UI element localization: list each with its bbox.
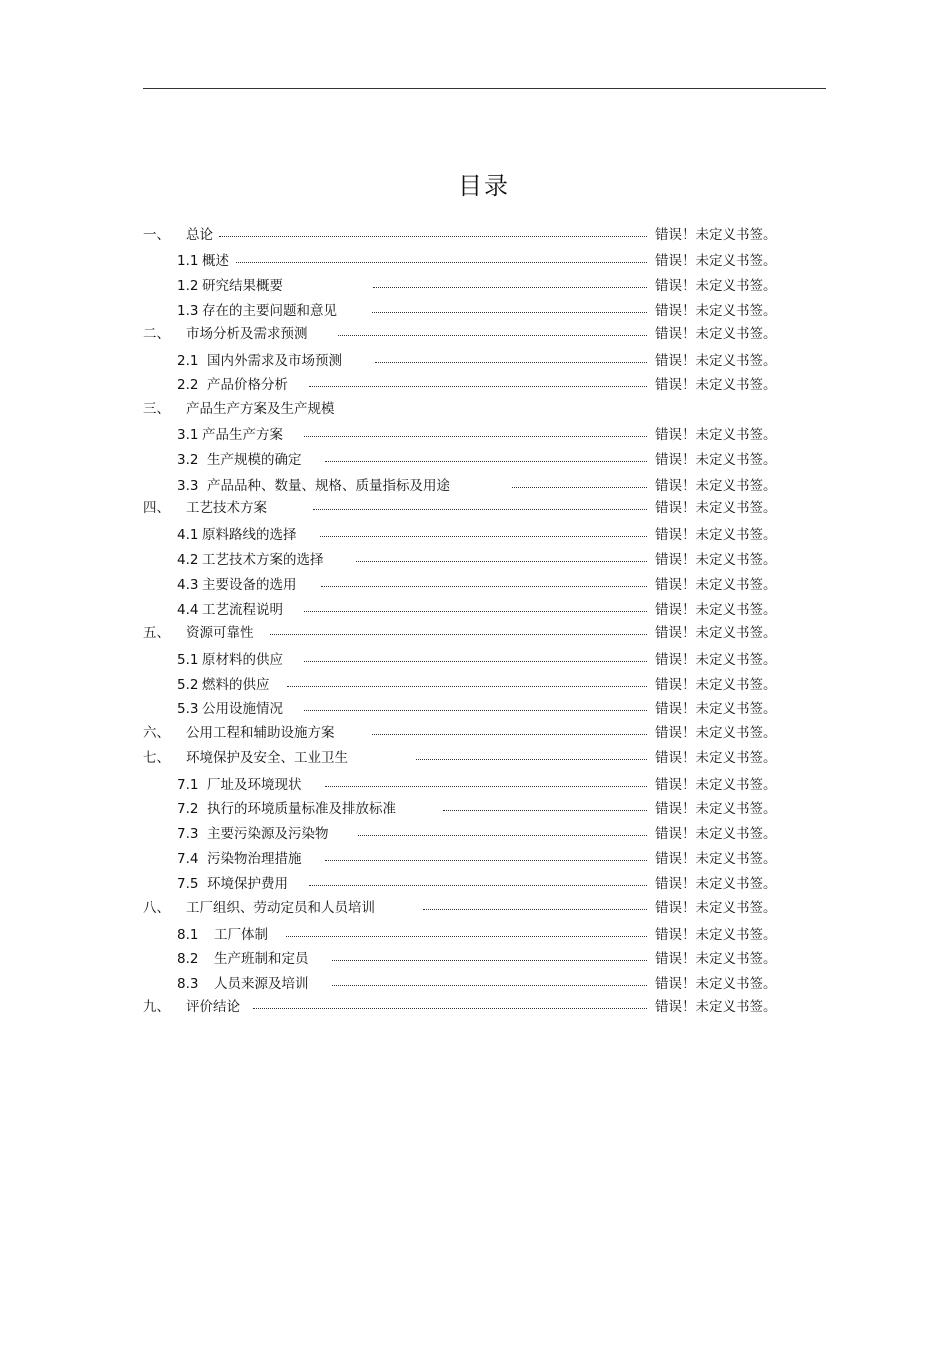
entry-title: 生产班制和定员: [214, 951, 309, 967]
page-reference: 错误！未定义书签。: [655, 377, 777, 393]
entry-title: 主要污染源及污染物: [207, 826, 329, 842]
toc-chapter-entry[interactable]: [0, 723, 950, 743]
entry-number: 4.4: [177, 602, 199, 618]
page-reference: 错误！未定义书签。: [655, 927, 777, 943]
entry-number: 5.2: [177, 677, 199, 693]
toc-chapter-entry[interactable]: [0, 997, 950, 1017]
entry-title: 工艺技术方案: [186, 500, 267, 516]
page-reference: 错误！未定义书签。: [655, 353, 777, 369]
dot-leader: [443, 810, 647, 811]
dot-leader: [358, 835, 647, 836]
entry-number: 4.3: [177, 577, 199, 593]
toc-chapter-entry[interactable]: [0, 748, 950, 768]
entry-number: 5.3: [177, 701, 199, 717]
dot-leader: [416, 759, 647, 760]
dot-leader: [236, 262, 647, 263]
page-reference: 错误！未定义书签。: [655, 227, 777, 243]
dot-leader: [286, 936, 647, 937]
entry-number: 5.1: [177, 652, 199, 668]
page-reference: 错误！未定义书签。: [655, 999, 777, 1015]
entry-number: 4.1: [177, 527, 199, 543]
page-reference: 错误！未定义书签。: [655, 452, 777, 468]
toc-chapter-entry[interactable]: [0, 498, 950, 518]
toc-section-entry[interactable]: [0, 425, 950, 445]
entry-number: 1.3: [177, 303, 199, 319]
toc-section-entry[interactable]: [0, 251, 950, 271]
entry-title: 国内外需求及市场预测: [207, 353, 342, 369]
page-title: 目录: [458, 172, 510, 200]
dot-leader: [309, 386, 647, 387]
toc-section-entry[interactable]: [0, 450, 950, 470]
page-reference: 错误！未定义书签。: [655, 478, 777, 494]
entry-number: 4.2: [177, 552, 199, 568]
dot-leader: [325, 786, 647, 787]
page-reference: 错误！未定义书签。: [655, 303, 777, 319]
page-reference: 错误！未定义书签。: [655, 625, 777, 641]
entry-number: 四、: [143, 500, 170, 516]
entry-number: 七、: [143, 750, 170, 766]
dot-leader: [287, 686, 647, 687]
dot-leader: [304, 710, 647, 711]
toc-chapter-entry[interactable]: [0, 898, 950, 918]
entry-number: 3.2: [177, 452, 199, 468]
toc-section-entry[interactable]: [0, 276, 950, 296]
dot-leader: [304, 611, 647, 612]
toc-section-entry[interactable]: [0, 874, 950, 894]
toc-section-entry[interactable]: [0, 974, 950, 994]
entry-number: 一、: [143, 227, 170, 243]
page-reference: 错误！未定义书签。: [655, 976, 777, 992]
entry-title: 研究结果概要: [202, 278, 283, 294]
dot-leader: [270, 634, 647, 635]
page-reference: 错误！未定义书签。: [655, 652, 777, 668]
dot-leader: [332, 960, 647, 961]
entry-title: 厂址及环境现状: [207, 777, 302, 793]
entry-title: 环境保护及安全、工业卫生: [186, 750, 348, 766]
toc-section-entry[interactable]: [0, 925, 950, 945]
entry-number: 3.1: [177, 427, 199, 443]
page-reference: 错误！未定义书签。: [655, 427, 777, 443]
page-reference: 错误！未定义书签。: [655, 801, 777, 817]
entry-title: 执行的环境质量标准及排放标准: [207, 801, 396, 817]
dot-leader: [253, 1008, 647, 1009]
entry-number: 8.2: [177, 951, 199, 967]
entry-number: 7.3: [177, 826, 199, 842]
page-reference: 错误！未定义书签。: [655, 951, 777, 967]
dot-leader: [372, 312, 647, 313]
dot-leader: [325, 860, 647, 861]
entry-title: 产品价格分析: [207, 377, 288, 393]
entry-title: 生产规模的确定: [207, 452, 302, 468]
toc-section-entry[interactable]: [0, 550, 950, 570]
dot-leader: [320, 536, 647, 537]
entry-title: 污染物治理措施: [207, 851, 302, 867]
dot-leader: [325, 461, 647, 462]
dot-leader: [356, 561, 647, 562]
toc-section-entry[interactable]: [0, 476, 950, 496]
toc-section-entry[interactable]: [0, 301, 950, 321]
toc-section-entry[interactable]: [0, 600, 950, 620]
page-reference: 错误！未定义书签。: [655, 253, 777, 269]
entry-title: 公用设施情况: [202, 701, 283, 717]
entry-number: 九、: [143, 999, 170, 1015]
dot-leader: [309, 885, 647, 886]
entry-title: 工艺技术方案的选择: [202, 552, 324, 568]
page-reference: 错误！未定义书签。: [655, 900, 777, 916]
page-reference: 错误！未定义书签。: [655, 577, 777, 593]
dot-leader: [375, 362, 647, 363]
entry-title: 工厂组织、劳动定员和人员培训: [186, 900, 375, 916]
page-reference: 错误！未定义书签。: [655, 602, 777, 618]
entry-number: 7.2: [177, 801, 199, 817]
entry-number: 五、: [143, 625, 170, 641]
toc-section-entry[interactable]: [0, 775, 950, 795]
entry-title: 产品生产方案: [202, 427, 283, 443]
entry-number: 7.1: [177, 777, 199, 793]
page-reference: 错误！未定义书签。: [655, 876, 777, 892]
dot-leader: [313, 509, 647, 510]
page-reference: 错误！未定义书签。: [655, 701, 777, 717]
page-reference: 错误！未定义书签。: [655, 500, 777, 516]
entry-number: 8.1: [177, 927, 199, 943]
entry-title: 存在的主要问题和意见: [202, 303, 337, 319]
entry-title: 燃料的供应: [202, 677, 270, 693]
dot-leader: [373, 287, 647, 288]
page-reference: 错误！未定义书签。: [655, 527, 777, 543]
entry-title: 主要设备的选用: [202, 577, 297, 593]
dot-leader: [304, 436, 647, 437]
toc-section-entry[interactable]: [0, 375, 950, 395]
toc-section-entry[interactable]: [0, 799, 950, 819]
entry-title: 人员来源及培训: [214, 976, 309, 992]
page-reference: 错误！未定义书签。: [655, 750, 777, 766]
toc-section-entry[interactable]: [0, 650, 950, 670]
dot-leader: [304, 661, 647, 662]
toc-chapter-entry[interactable]: [0, 324, 950, 344]
entry-number: 2.2: [177, 377, 199, 393]
entry-title: 公用工程和辅助设施方案: [186, 725, 335, 741]
page-reference: 错误！未定义书签。: [655, 552, 777, 568]
dot-leader: [219, 236, 647, 237]
entry-title: 总论: [186, 227, 213, 243]
entry-number: 8.3: [177, 976, 199, 992]
entry-number: 六、: [143, 725, 170, 741]
page-reference: 错误！未定义书签。: [655, 326, 777, 342]
dot-leader: [338, 335, 647, 336]
entry-number: 1.1: [177, 253, 199, 269]
dot-leader: [332, 985, 647, 986]
toc-section-entry[interactable]: [0, 824, 950, 844]
entry-number: 1.2: [177, 278, 199, 294]
entry-title: 工厂体制: [214, 927, 268, 943]
page-reference: 错误！未定义书签。: [655, 278, 777, 294]
dot-leader: [321, 586, 647, 587]
entry-title: 评价结论: [186, 999, 240, 1015]
page-reference: 错误！未定义书签。: [655, 777, 777, 793]
toc-chapter-entry[interactable]: [0, 623, 950, 643]
entry-number: 二、: [143, 326, 170, 342]
entry-title: 概述: [202, 253, 229, 269]
toc-section-entry[interactable]: [0, 575, 950, 595]
entry-title: 原料路线的选择: [202, 527, 297, 543]
page-reference: 错误！未定义书签。: [655, 826, 777, 842]
entry-title: 环境保护费用: [207, 876, 288, 892]
entry-title: 工艺流程说明: [202, 602, 283, 618]
toc-chapter-entry[interactable]: [0, 225, 950, 245]
entry-number: 7.4: [177, 851, 199, 867]
dot-leader: [423, 909, 647, 910]
dot-leader: [372, 734, 647, 735]
entry-number: 八、: [143, 900, 170, 916]
page-reference: 错误！未定义书签。: [655, 851, 777, 867]
page-reference: 错误！未定义书签。: [655, 677, 777, 693]
toc-chapter-entry[interactable]: [0, 399, 950, 419]
toc-section-entry[interactable]: [0, 849, 950, 869]
entry-title: 产品生产方案及生产规模: [186, 401, 335, 417]
entry-title: 原材料的供应: [202, 652, 283, 668]
toc-section-entry[interactable]: [0, 351, 950, 371]
entry-title: 产品品种、数量、规格、质量指标及用途: [207, 478, 450, 494]
entry-number: 3.3: [177, 478, 199, 494]
entry-number: 2.1: [177, 353, 199, 369]
entry-number: 7.5: [177, 876, 199, 892]
toc-section-entry[interactable]: [0, 699, 950, 719]
page-reference: 错误！未定义书签。: [655, 725, 777, 741]
toc-section-entry[interactable]: [0, 525, 950, 545]
entry-title: 资源可靠性: [186, 625, 254, 641]
toc-section-entry[interactable]: [0, 949, 950, 969]
toc-section-entry[interactable]: [0, 675, 950, 695]
entry-title: 市场分析及需求预测: [186, 326, 308, 342]
entry-number: 三、: [143, 401, 170, 417]
dot-leader: [512, 487, 647, 488]
